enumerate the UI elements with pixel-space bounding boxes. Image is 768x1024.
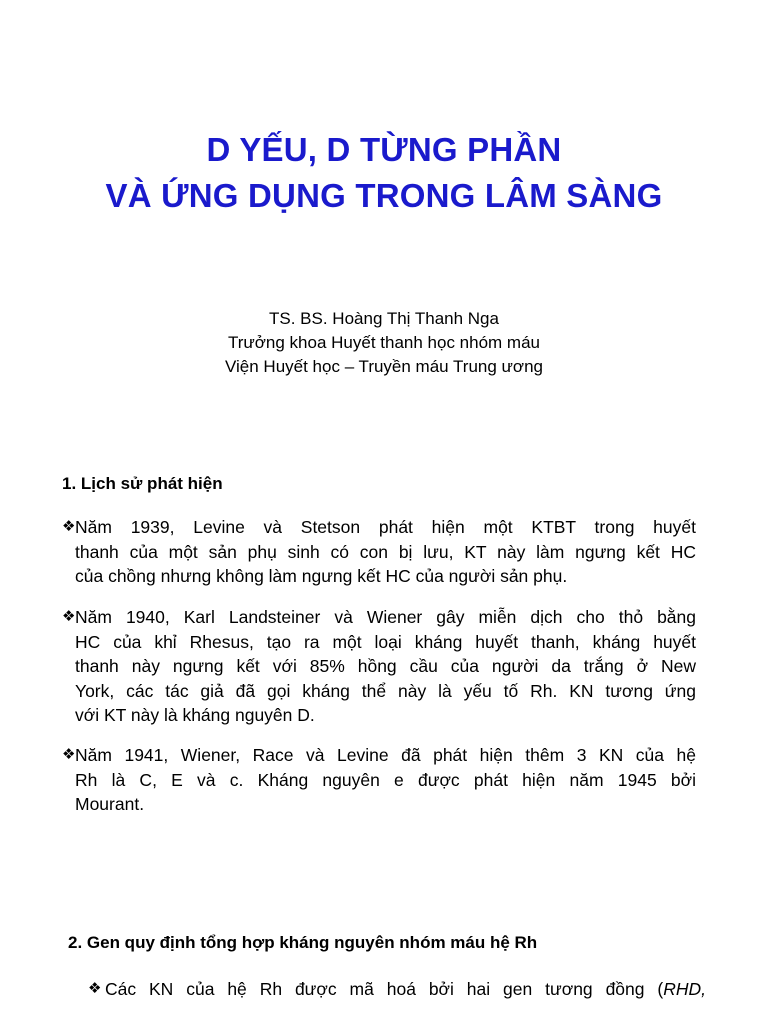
- bullet-text: [62, 743, 696, 817]
- bullet-line-text: Các KN của hệ Rh được mã hoá bởi hai gen tương đồng (: [105, 979, 664, 999]
- bullet-line: Rh là C, E và c. Kháng nguyên e được phát hiện năm 1945 bởi: [75, 769, 696, 790]
- gene-name-italic: RHD,: [663, 979, 706, 999]
- diamond-bullet-icon: ❖: [88, 980, 102, 997]
- bullet-line: Năm 1939, Levine và Stetson phát hiện một KTBT trong huyết: [75, 517, 696, 537]
- bullet-line: thanh của một sản phụ sinh có con bị lưu, KT này làm ngưng kết HC: [75, 541, 696, 562]
- bullet-line: Năm 1940, Karl Landsteiner và Wiener gây miễn dịch cho thỏ bằng: [75, 607, 696, 627]
- bullet-text: [62, 605, 696, 728]
- bullet-line: Mourant.: [75, 794, 145, 814]
- diamond-bullet-icon: ❖: [62, 746, 76, 763]
- author-position: Trưởng khoa Huyết thanh học nhóm máu: [227, 333, 540, 352]
- bullet-line: của chồng nhưng không làm ngưng kết HC của người sản phụ.: [75, 566, 568, 586]
- diamond-bullet-icon: ❖: [62, 518, 76, 535]
- author-name: TS. BS. Hoàng Thị Thanh Nga: [269, 309, 499, 328]
- bullet-line: với KT này là kháng nguyên D.: [75, 705, 315, 725]
- section-heading-history: 1. Lịch sử phát hiện: [62, 474, 223, 493]
- bullet-text: [88, 977, 706, 1002]
- bullet-paragraph: [88, 977, 706, 1002]
- section-heading-rh-genes: 2. Gen quy định tổng hợp kháng nguyên nhóm máu hệ Rh: [68, 933, 538, 952]
- diamond-bullet-icon: ❖: [62, 608, 76, 625]
- bullet-paragraph: [62, 515, 696, 589]
- bullet-line: HC của khỉ Rhesus, tạo ra một loại kháng huyết thanh, kháng huyết: [75, 631, 696, 652]
- bullet-paragraph: [62, 605, 696, 728]
- bullet-line: thanh này ngưng kết với 85% hồng cầu của người da trắng ở New: [75, 656, 696, 676]
- document-title-line-2: VÀ ỨNG DỤNG TRONG LÂM SÀNG: [105, 177, 663, 214]
- bullet-line: [105, 977, 706, 1002]
- bullet-text: [62, 515, 696, 589]
- document-title-line-1: D YẾU, D TỪNG PHẦN: [206, 131, 562, 168]
- bullet-line: Năm 1941, Wiener, Race và Levine đã phát hiện thêm 3 KN của hệ: [75, 745, 696, 765]
- bullet-paragraph: [62, 743, 696, 817]
- bullet-line: York, các tác giả đã gọi kháng thể này là yếu tố Rh. KN tương ứng: [75, 680, 696, 701]
- author-institution: Viện Huyết học – Truyền máu Trung ương: [224, 357, 543, 376]
